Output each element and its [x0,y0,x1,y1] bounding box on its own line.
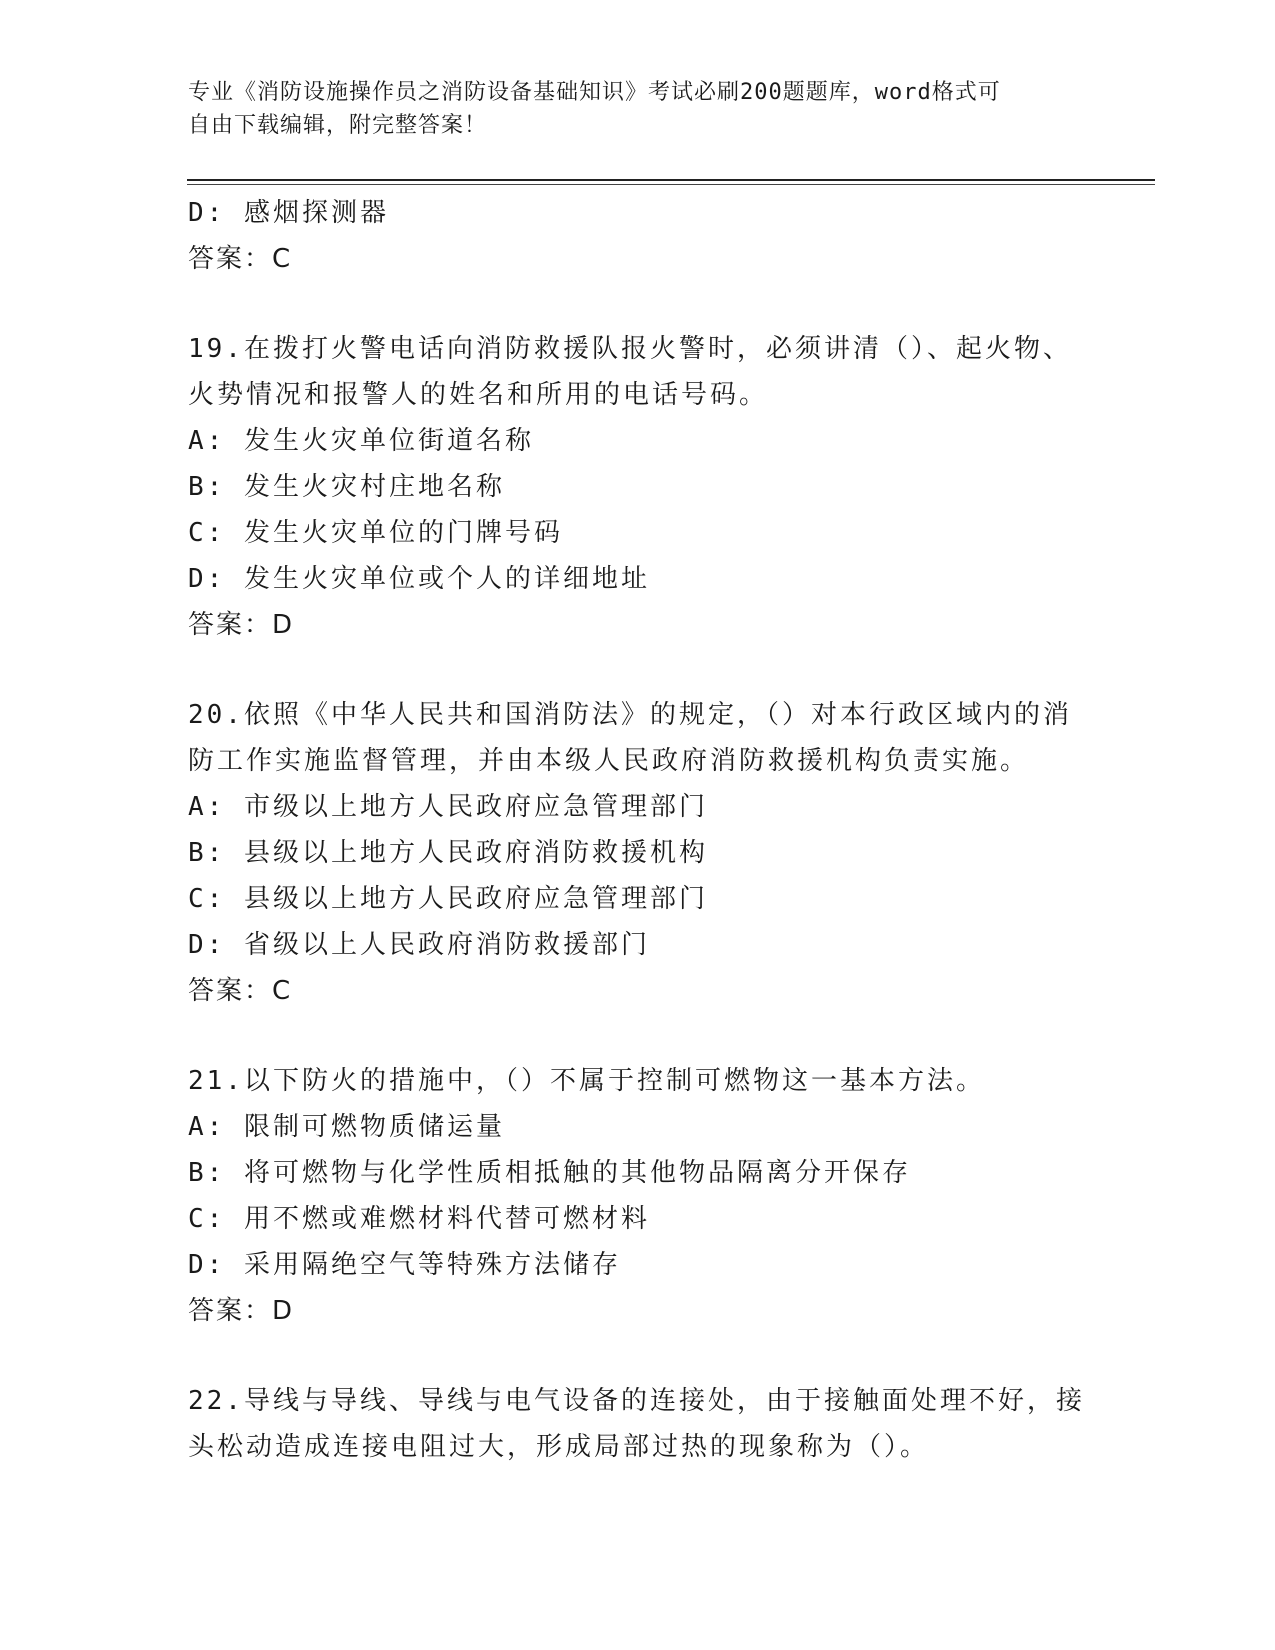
option-d: D: 采用隔绝空气等特殊方法储存 [188,1250,621,1280]
header-divider-thin [187,184,1155,185]
question-stem: 22.导线与导线、导线与电气设备的连接处，由于接触面处理不好，接 [188,1386,1085,1416]
question-21 [188,1058,1088,1334]
answer: 答案：D [188,610,295,640]
answer: 答案：D [188,1296,295,1326]
option-d: D: 感烟探测器 [188,198,389,228]
option-b: B: 发生火灾村庄地名称 [188,472,505,502]
option-d: D: 省级以上人民政府消防救援部门 [188,930,650,960]
option-d: D: 发生火灾单位或个人的详细地址 [188,564,650,594]
document-header [188,76,1078,142]
option-c: C: 用不燃或难燃材料代替可燃材料 [188,1204,650,1234]
option-a: A: 发生火灾单位街道名称 [188,426,534,456]
question-20 [188,692,1088,1014]
question-stem-cont: 防工作实施监督管理，并由本级人民政府消防救援机构负责实施。 [188,746,1030,776]
header-line-1: 专业《消防设施操作员之消防设备基础知识》考试必刷200题题库，word格式可 [188,80,1001,105]
option-b: B: 县级以上地方人民政府消防救援机构 [188,838,708,868]
question-stem: 21.以下防火的措施中，（）不属于控制可燃物这一基本方法。 [188,1066,985,1096]
question-stem: 19.在拨打火警电话向消防救援队报火警时，必须讲清（）、起火物、 [188,334,1072,364]
answer: 答案：C [188,244,293,274]
option-b: B: 将可燃物与化学性质相抵触的其他物品隔离分开保存 [188,1158,911,1188]
option-c: C: 县级以上地方人民政府应急管理部门 [188,884,708,914]
question-list [188,190,1088,1470]
question-stem-cont: 火势情况和报警人的姓名和所用的电话号码。 [188,380,769,410]
header-line-2: 自由下载编辑，附完整答案！ [188,113,488,138]
question-stem-cont: 头松动造成连接电阻过大，形成局部过热的现象称为（）。 [188,1432,930,1462]
option-a: A: 市级以上地方人民政府应急管理部门 [188,792,708,822]
option-c: C: 发生火灾单位的门牌号码 [188,518,563,548]
option-a: A: 限制可燃物质储运量 [188,1112,505,1142]
question-19 [188,326,1088,648]
question-22 [188,1378,1088,1470]
header-divider-thick [187,179,1155,181]
question-18-tail [188,190,1088,282]
question-stem: 20.依照《中华人民共和国消防法》的规定，（）对本行政区域内的消 [188,700,1072,730]
answer: 答案：C [188,976,293,1006]
